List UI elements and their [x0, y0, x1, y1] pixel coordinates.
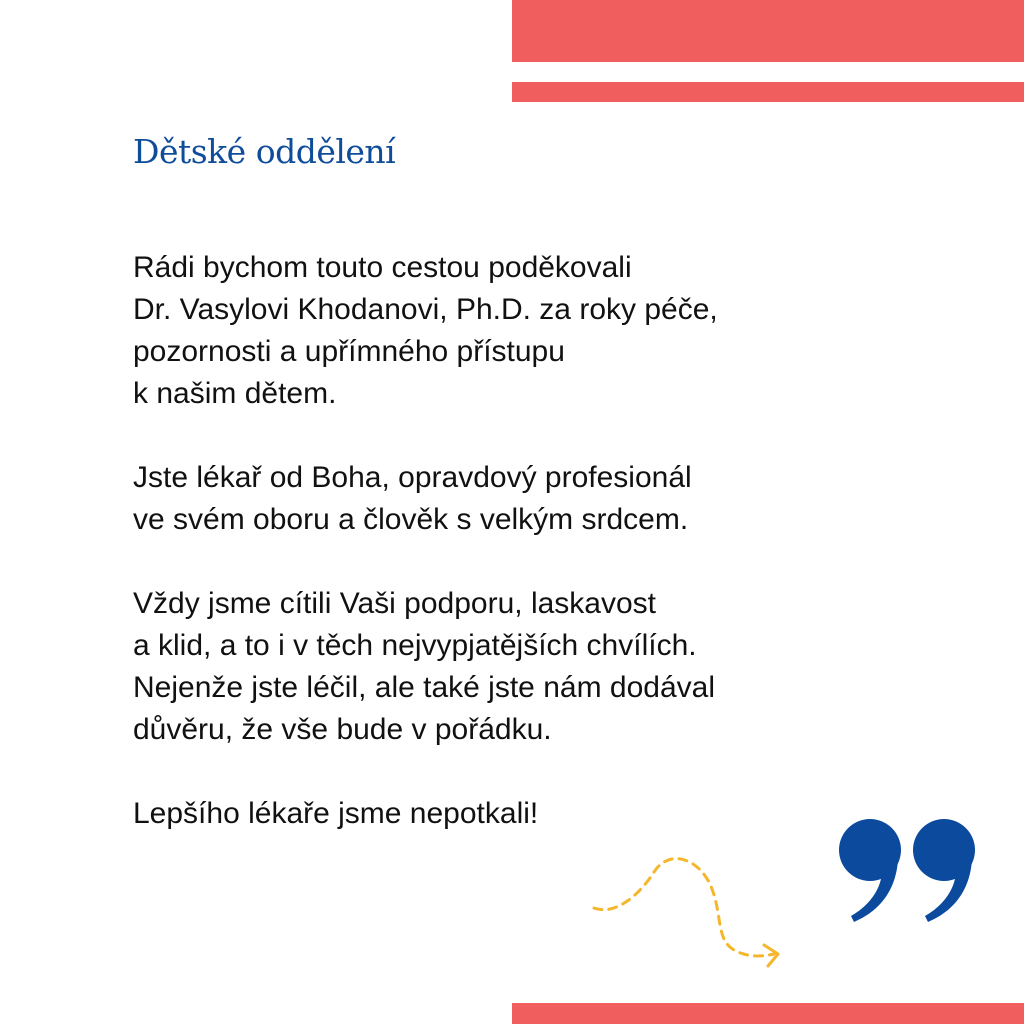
- top-accent-bar: [512, 0, 1024, 62]
- paragraph-praise: Jste lékař od Boha, opravdový profesionál ve svém oboru a člověk s velkým srdcem.: [133, 461, 692, 536]
- page-title: Dětské oddělení: [133, 132, 396, 171]
- paragraph-support: Vždy jsme cítili Vaši podporu, laskavost a klid, a to i v těch nejvypjatějších chvílích. Nejenže jste léčil, ale také jste nám dodával důvěru, že vše bude v pořádku.: [133, 587, 715, 746]
- paragraph-thanks: Rádi bychom touto cestou poděkovali Dr. Vasylovi Khodanovi, Ph.D. za roky péče, pozornosti a upřímného přístupu k našim dětem.: [133, 251, 718, 410]
- paragraph-closing: Lepšího lékaře jsme nepotkali!: [133, 797, 539, 830]
- bottom-accent-bar: [512, 1003, 1024, 1024]
- top-accent-stripe: [512, 82, 1024, 102]
- closing-quote-icon: [838, 818, 978, 922]
- dashed-arrow-icon: [588, 850, 788, 975]
- message-body: [133, 247, 913, 835]
